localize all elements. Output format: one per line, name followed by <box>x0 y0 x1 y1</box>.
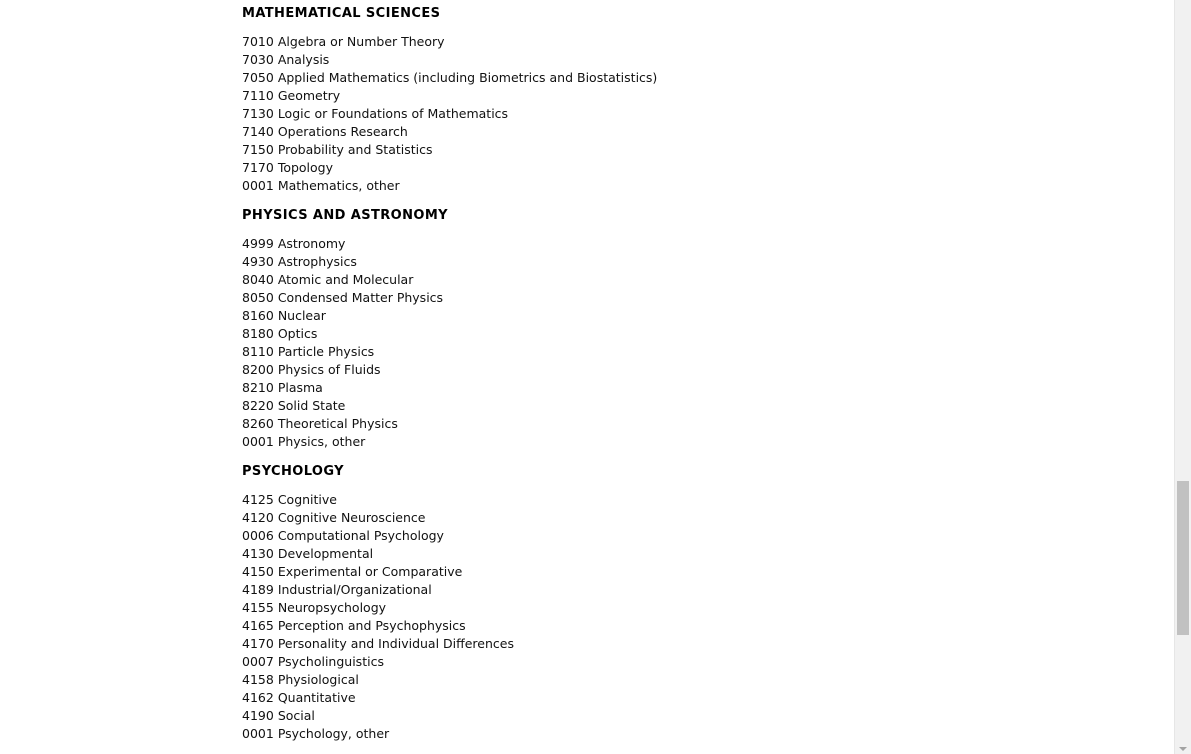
field-label: Analysis <box>277 52 330 67</box>
field-code: 8040 <box>242 272 274 287</box>
field-label: Topology <box>277 160 334 175</box>
field-code: 0001 <box>242 178 274 193</box>
field-label: Solid State <box>277 398 346 413</box>
field-label: Physics, other <box>277 434 366 449</box>
field-code: 7150 <box>242 142 274 157</box>
list-item <box>242 51 1142 69</box>
list-item <box>242 235 1142 253</box>
field-label: Applied Mathematics (including Biometrics and Biostatistics) <box>277 70 658 85</box>
field-label: Condensed Matter Physics <box>277 290 444 305</box>
list-item <box>242 307 1142 325</box>
list-item <box>242 343 1142 361</box>
field-label: Psychology, other <box>277 726 390 741</box>
field-code: 4189 <box>242 582 274 597</box>
list-item <box>242 361 1142 379</box>
section-psychology <box>242 463 1142 743</box>
field-code: 7010 <box>242 34 274 49</box>
field-label: Atomic and Molecular <box>277 272 414 287</box>
vertical-scrollbar[interactable] <box>1174 0 1191 754</box>
list-item <box>242 159 1142 177</box>
field-code: 4150 <box>242 564 274 579</box>
field-code: 7110 <box>242 88 274 103</box>
field-code: 4930 <box>242 254 274 269</box>
field-code: 4170 <box>242 636 274 651</box>
field-label: Logic or Foundations of Mathematics <box>277 106 509 121</box>
field-code: 4155 <box>242 600 274 615</box>
field-code: 7140 <box>242 124 274 139</box>
field-label: Experimental or Comparative <box>277 564 463 579</box>
field-label: Personality and Individual Differences <box>277 636 514 651</box>
list-item <box>242 689 1142 707</box>
list-item <box>242 563 1142 581</box>
field-label: Astrophysics <box>277 254 357 269</box>
field-label: Nuclear <box>277 308 326 323</box>
field-label: Cognitive Neuroscience <box>277 510 426 525</box>
field-label: Perception and Psychophysics <box>277 618 466 633</box>
field-code: 8220 <box>242 398 274 413</box>
field-label: Mathematics, other <box>277 178 400 193</box>
list-item <box>242 379 1142 397</box>
list-item <box>242 123 1142 141</box>
chevron-down-icon[interactable] <box>1179 747 1187 751</box>
list-item <box>242 509 1142 527</box>
field-code-list <box>242 5 1142 754</box>
field-label: Quantitative <box>277 690 356 705</box>
section-title: MATHEMATICAL SCIENCES <box>242 6 441 21</box>
field-label: Astronomy <box>277 236 346 251</box>
field-code: 8160 <box>242 308 274 323</box>
field-code: 4190 <box>242 708 274 723</box>
list-item <box>242 599 1142 617</box>
section-physics-and-astronomy <box>242 207 1142 451</box>
list-item <box>242 253 1142 271</box>
list-item <box>242 141 1142 159</box>
field-code: 4120 <box>242 510 274 525</box>
section-title: PSYCHOLOGY <box>242 464 344 479</box>
field-label: Algebra or Number Theory <box>277 34 445 49</box>
field-code: 8180 <box>242 326 274 341</box>
field-label: Physics of Fluids <box>277 362 381 377</box>
field-code: 8260 <box>242 416 274 431</box>
field-code: 8200 <box>242 362 274 377</box>
list-item <box>242 415 1142 433</box>
field-list <box>242 235 1142 451</box>
list-item <box>242 707 1142 725</box>
field-label: Neuropsychology <box>277 600 387 615</box>
list-item <box>242 289 1142 307</box>
field-label: Operations Research <box>277 124 408 139</box>
list-item <box>242 433 1142 451</box>
field-code: 8050 <box>242 290 274 305</box>
field-code: 4125 <box>242 492 274 507</box>
list-item <box>242 105 1142 123</box>
field-code: 7130 <box>242 106 274 121</box>
field-code: 0001 <box>242 434 274 449</box>
field-label: Computational Psychology <box>277 528 444 543</box>
list-item <box>242 69 1142 87</box>
list-item <box>242 653 1142 671</box>
field-list <box>242 33 1142 195</box>
field-code: 0006 <box>242 528 274 543</box>
field-label: Industrial/Organizational <box>277 582 432 597</box>
field-list <box>242 491 1142 743</box>
field-label: Plasma <box>277 380 323 395</box>
field-code: 4165 <box>242 618 274 633</box>
list-item <box>242 491 1142 509</box>
field-code: 0001 <box>242 726 274 741</box>
field-code: 4999 <box>242 236 274 251</box>
list-item <box>242 87 1142 105</box>
list-item <box>242 617 1142 635</box>
field-label: Theoretical Physics <box>277 416 398 431</box>
field-code: 4130 <box>242 546 274 561</box>
field-code: 7050 <box>242 70 274 85</box>
field-label: Geometry <box>277 88 341 103</box>
section-title: PHYSICS AND ASTRONOMY <box>242 208 448 223</box>
scrollbar-thumb[interactable] <box>1177 481 1189 635</box>
field-code: 7170 <box>242 160 274 175</box>
field-code: 0007 <box>242 654 274 669</box>
section-mathematical-sciences <box>242 5 1142 195</box>
list-item <box>242 581 1142 599</box>
field-label: Probability and Statistics <box>277 142 433 157</box>
field-label: Developmental <box>277 546 374 561</box>
list-item <box>242 671 1142 689</box>
field-code: 4158 <box>242 672 274 687</box>
field-label: Optics <box>277 326 318 341</box>
field-label: Particle Physics <box>277 344 375 359</box>
list-item <box>242 725 1142 743</box>
list-item <box>242 397 1142 415</box>
list-item <box>242 545 1142 563</box>
field-code: 7030 <box>242 52 274 67</box>
list-item <box>242 271 1142 289</box>
list-item <box>242 527 1142 545</box>
field-label: Psycholinguistics <box>277 654 384 669</box>
field-code: 8210 <box>242 380 274 395</box>
list-item <box>242 325 1142 343</box>
list-item <box>242 635 1142 653</box>
field-code: 4162 <box>242 690 274 705</box>
field-label: Physiological <box>277 672 359 687</box>
field-code: 8110 <box>242 344 274 359</box>
list-item <box>242 33 1142 51</box>
field-label: Social <box>277 708 315 723</box>
field-label: Cognitive <box>277 492 337 507</box>
list-item <box>242 177 1142 195</box>
